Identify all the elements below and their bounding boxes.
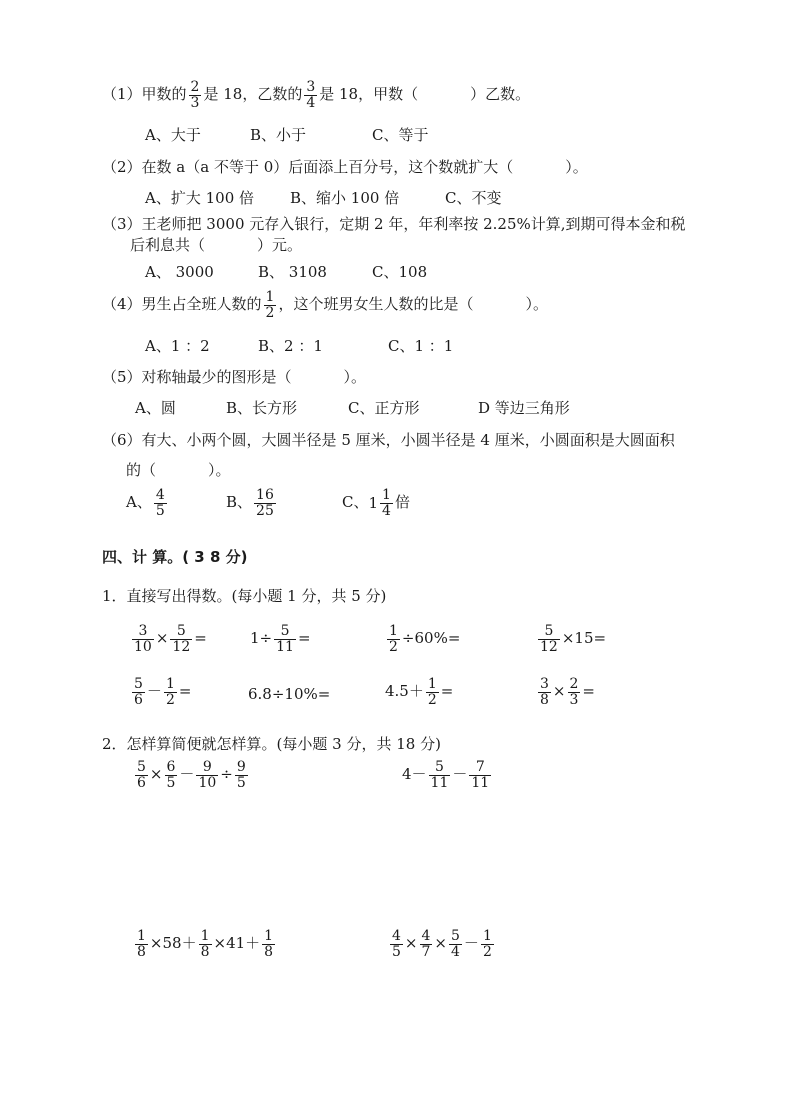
q6-option-c: C、 1 $\frac{1}{4}$ 倍 [342,487,410,519]
question-3-line1: （3）王老师把 3000 元存入银行，定期 2 年，年利率按 2.25%计算,到期可得本金和税 [102,215,686,233]
calc-expression-2: 1÷ $\frac{5}{11}$ = [250,623,311,655]
part2-title: 2．怎样算简便就怎样算。(每小题 3 分，共 18 分) [102,735,441,753]
q3-option-b: B、 3108 [258,263,327,281]
simplify-problem-4: $\frac{4}{5}$ × $\frac{4}{7}$ × $\frac{5}{4}$ － $\frac{1}{2}$ [392,928,492,960]
q1-text: ）乙数。 [470,85,531,104]
calc-expression-5: $\frac{5}{6}$ － $\frac{1}{2}$ = [134,676,192,708]
q6-option-a: A、 $\frac{4}{5}$ [126,487,165,519]
calc-expression-7: 4.5＋ $\frac{1}{2}$ = [385,676,454,708]
q3-option-c: C、108 [372,263,428,281]
part1-title: 1．直接写出得数。(每小题 1 分，共 5 分) [102,587,387,605]
fraction: $\frac{2}{3}$ [190,79,200,111]
calc-expression-8: $\frac{3}{8}$ × $\frac{2}{3}$ = [540,676,595,708]
q1-option-a: A、大于 [145,126,201,144]
fraction: $\frac{1}{2}$ [265,289,275,321]
q6-option-b: B、 $\frac{16}{25}$ [226,487,274,519]
question-6-line2: 的（ ）。 [126,461,231,479]
fraction: $\frac{4}{5}$ [155,487,165,519]
calc-expression-1: $\frac{3}{10}$ × $\frac{5}{12}$ = [134,623,207,655]
calc-expression-3: $\frac{1}{2}$ ÷60%= [389,623,461,655]
q2-option-c: C、不变 [445,189,502,207]
q1-text: 是 18，乙数的 [203,85,303,104]
q5-option-c: C、正方形 [348,399,420,417]
q3-option-a: A、 3000 [145,263,214,281]
section-title: 四、计 算。( 3 8 分) [102,548,248,566]
question-4: （4）男生占全班人数的 $\frac{1}{2}$ ，这个班男女生人数的比是（ ）。 [102,289,548,321]
q4-option-b: B、2 ：1 [258,337,323,355]
fraction: $\frac{16}{25}$ [256,487,274,519]
mixed-number: 1 $\frac{1}{4}$ [368,487,391,519]
calc-expression-4: $\frac{5}{12}$ ×15= [540,623,607,655]
q2-option-a: A、扩大 100 倍 [145,189,254,207]
q1-option-b: B、小于 [250,126,307,144]
question-1 [102,80,530,110]
question-6-line1: （6）有大、小两个圆，大圆半径是 5 厘米，小圆半径是 4 厘米，小圆面积是大圆面积 [102,431,675,449]
q4-option-a: A、1 ：2 [145,337,210,355]
q2-option-b: B、缩小 100 倍 [290,189,400,207]
q5-option-b: B、长方形 [226,399,298,417]
q1-option-c: C、等于 [372,126,429,144]
question-5: （5）对称轴最少的图形是（ ）。 [102,368,367,386]
q1-text: 是 18，甲数（ [319,85,419,104]
question-2: （2）在数 a（a 不等于 0）后面添上百分号，这个数就扩大（ ）。 [102,158,588,176]
q1-text: （1）甲数的 [102,85,187,104]
question-3-line2: 后利息共（ ）元。 [130,236,303,254]
q5-option-a: A、圆 [135,399,176,417]
simplify-problem-2: 4－ $\frac{5}{11}$ － $\frac{7}{11}$ [402,759,490,791]
simplify-problem-1: $\frac{5}{6}$ × $\frac{6}{5}$ － $\frac{9}{10}$ ÷ $\frac{9}{5}$ [137,759,246,791]
calc-expression-6: 6.8÷10%= [248,685,331,703]
fraction: $\frac{3}{4}$ [306,79,316,111]
q5-option-d: D 等边三角形 [478,399,570,417]
q4-option-c: C、1 ：1 [388,337,454,355]
simplify-problem-3: $\frac{1}{8}$ ×58＋ $\frac{1}{8}$ ×41＋ $\frac{1}{8}$ [137,928,274,960]
